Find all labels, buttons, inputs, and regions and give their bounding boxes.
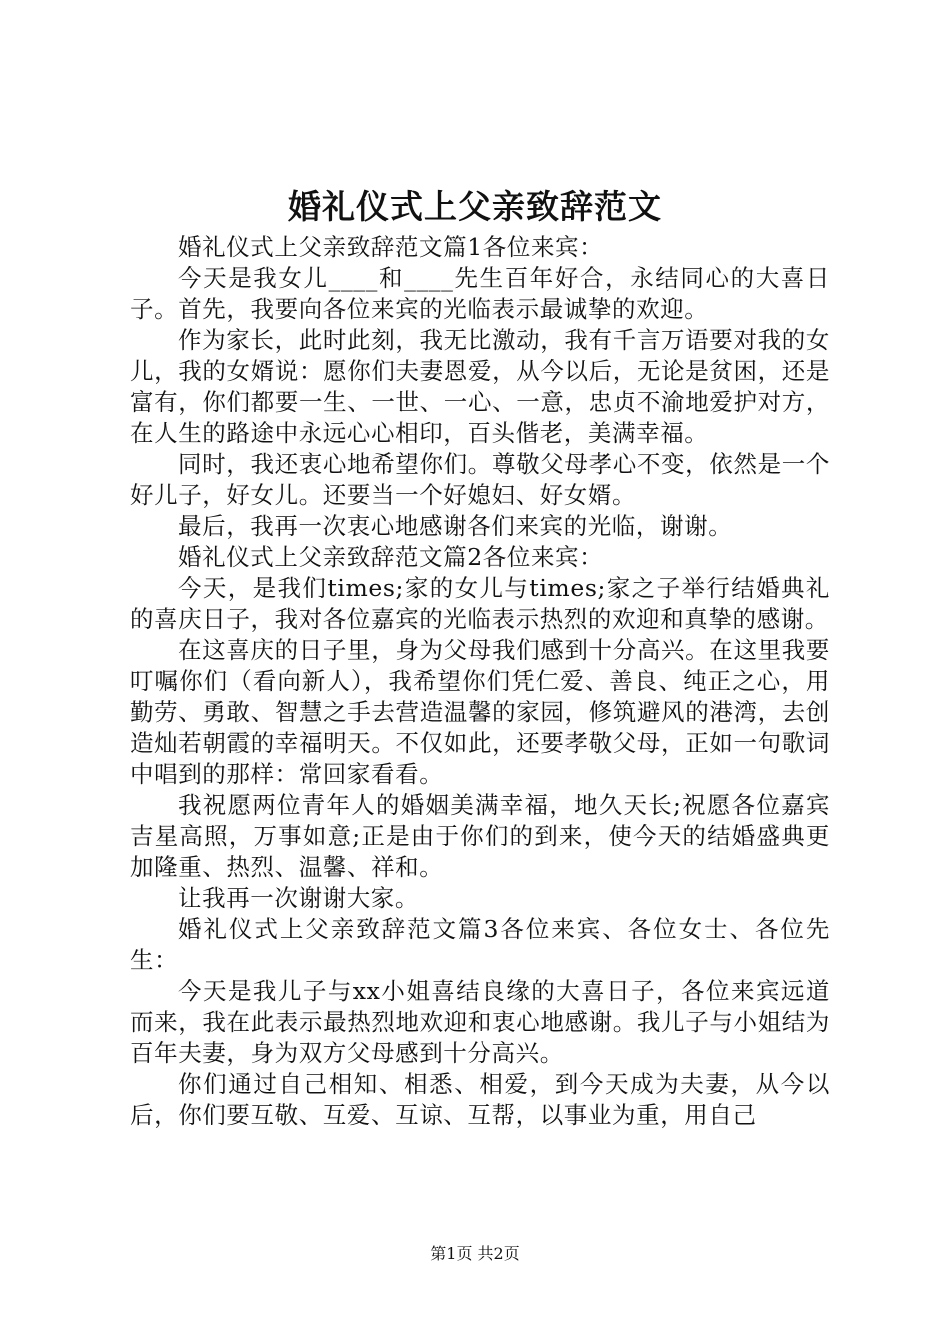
- document-title: 婚礼仪式上父亲致辞范文: [288, 187, 662, 226]
- paragraph: 同时，我还衷心地希望你们。尊敬父母孝心不变，依然是一个好儿子，好女儿。还要当一个好媳妇、好女婿。: [130, 450, 830, 509]
- paragraph: 婚礼仪式上父亲致辞范文篇2各位来宾：: [178, 543, 604, 571]
- paragraph: 你们通过自己相知、相悉、相爱，到今天成为夫妻，从今以后，你们要互敬、互爱、互谅、互帮，以事业为重，用自己: [130, 1070, 830, 1129]
- document-body: [130, 232, 830, 1131]
- paragraph: 我祝愿两位青年人的婚姻美满幸福，地久天长;祝愿各位嘉宾吉星高照，万事如意;正是由于你们的到来，使今天的结婚盛典更加隆重、热烈、温馨、祥和。: [130, 791, 830, 881]
- paragraph: 今天，是我们times;家的女儿与times;家之子举行结婚典礼的喜庆日子，我对各位嘉宾的光临表示热烈的欢迎和真挚的感谢。: [130, 574, 830, 633]
- paragraph: 婚礼仪式上父亲致辞范文篇1各位来宾：: [178, 233, 604, 261]
- paragraph: 婚礼仪式上父亲致辞范文篇3各位来宾、各位女士、各位先生：: [130, 915, 830, 974]
- paragraph: 最后，我再一次衷心地感谢各们来宾的光临，谢谢。: [178, 512, 733, 540]
- paragraph: 在这喜庆的日子里，身为父母我们感到十分高兴。在这里我要叮嘱你们（看向新人），我希望你们凭仁爱、善良、纯正之心，用勤劳、勇敢、智慧之手去营造温馨的家园，修筑避风的港湾，去创造灿若朝霞的幸福明天。不仅如此，还要孝敬父母，正如一句歌词中唱到的那样：常回家看看。: [130, 636, 830, 788]
- paragraph: 今天是我儿子与xx小姐喜结良缘的大喜日子，各位来宾远道而来，我在此表示最热烈地欢迎和衷心地感谢。我儿子与小姐结为百年夫妻，身为双方父母感到十分高兴。: [130, 977, 830, 1067]
- paragraph: 今天是我女儿____和____先生百年好合，永结同心的大喜日子。首先，我要向各位来宾的光临表示最诚挚的欢迎。: [130, 264, 830, 323]
- page-footer: 第1页 共2页: [430, 1244, 520, 1263]
- paragraph: 让我再一次谢谢大家。: [178, 884, 419, 912]
- paragraph: 作为家长，此时此刻，我无比激动，我有千言万语要对我的女儿，我的女婿说：愿你们夫妻恩爱，从今以后，无论是贫困，还是富有，你们都要一生、一世、一心、一意，忠贞不渝地爱护对方，在人生的路途中永远心心相印，百头偕老，美满幸福。: [130, 326, 830, 447]
